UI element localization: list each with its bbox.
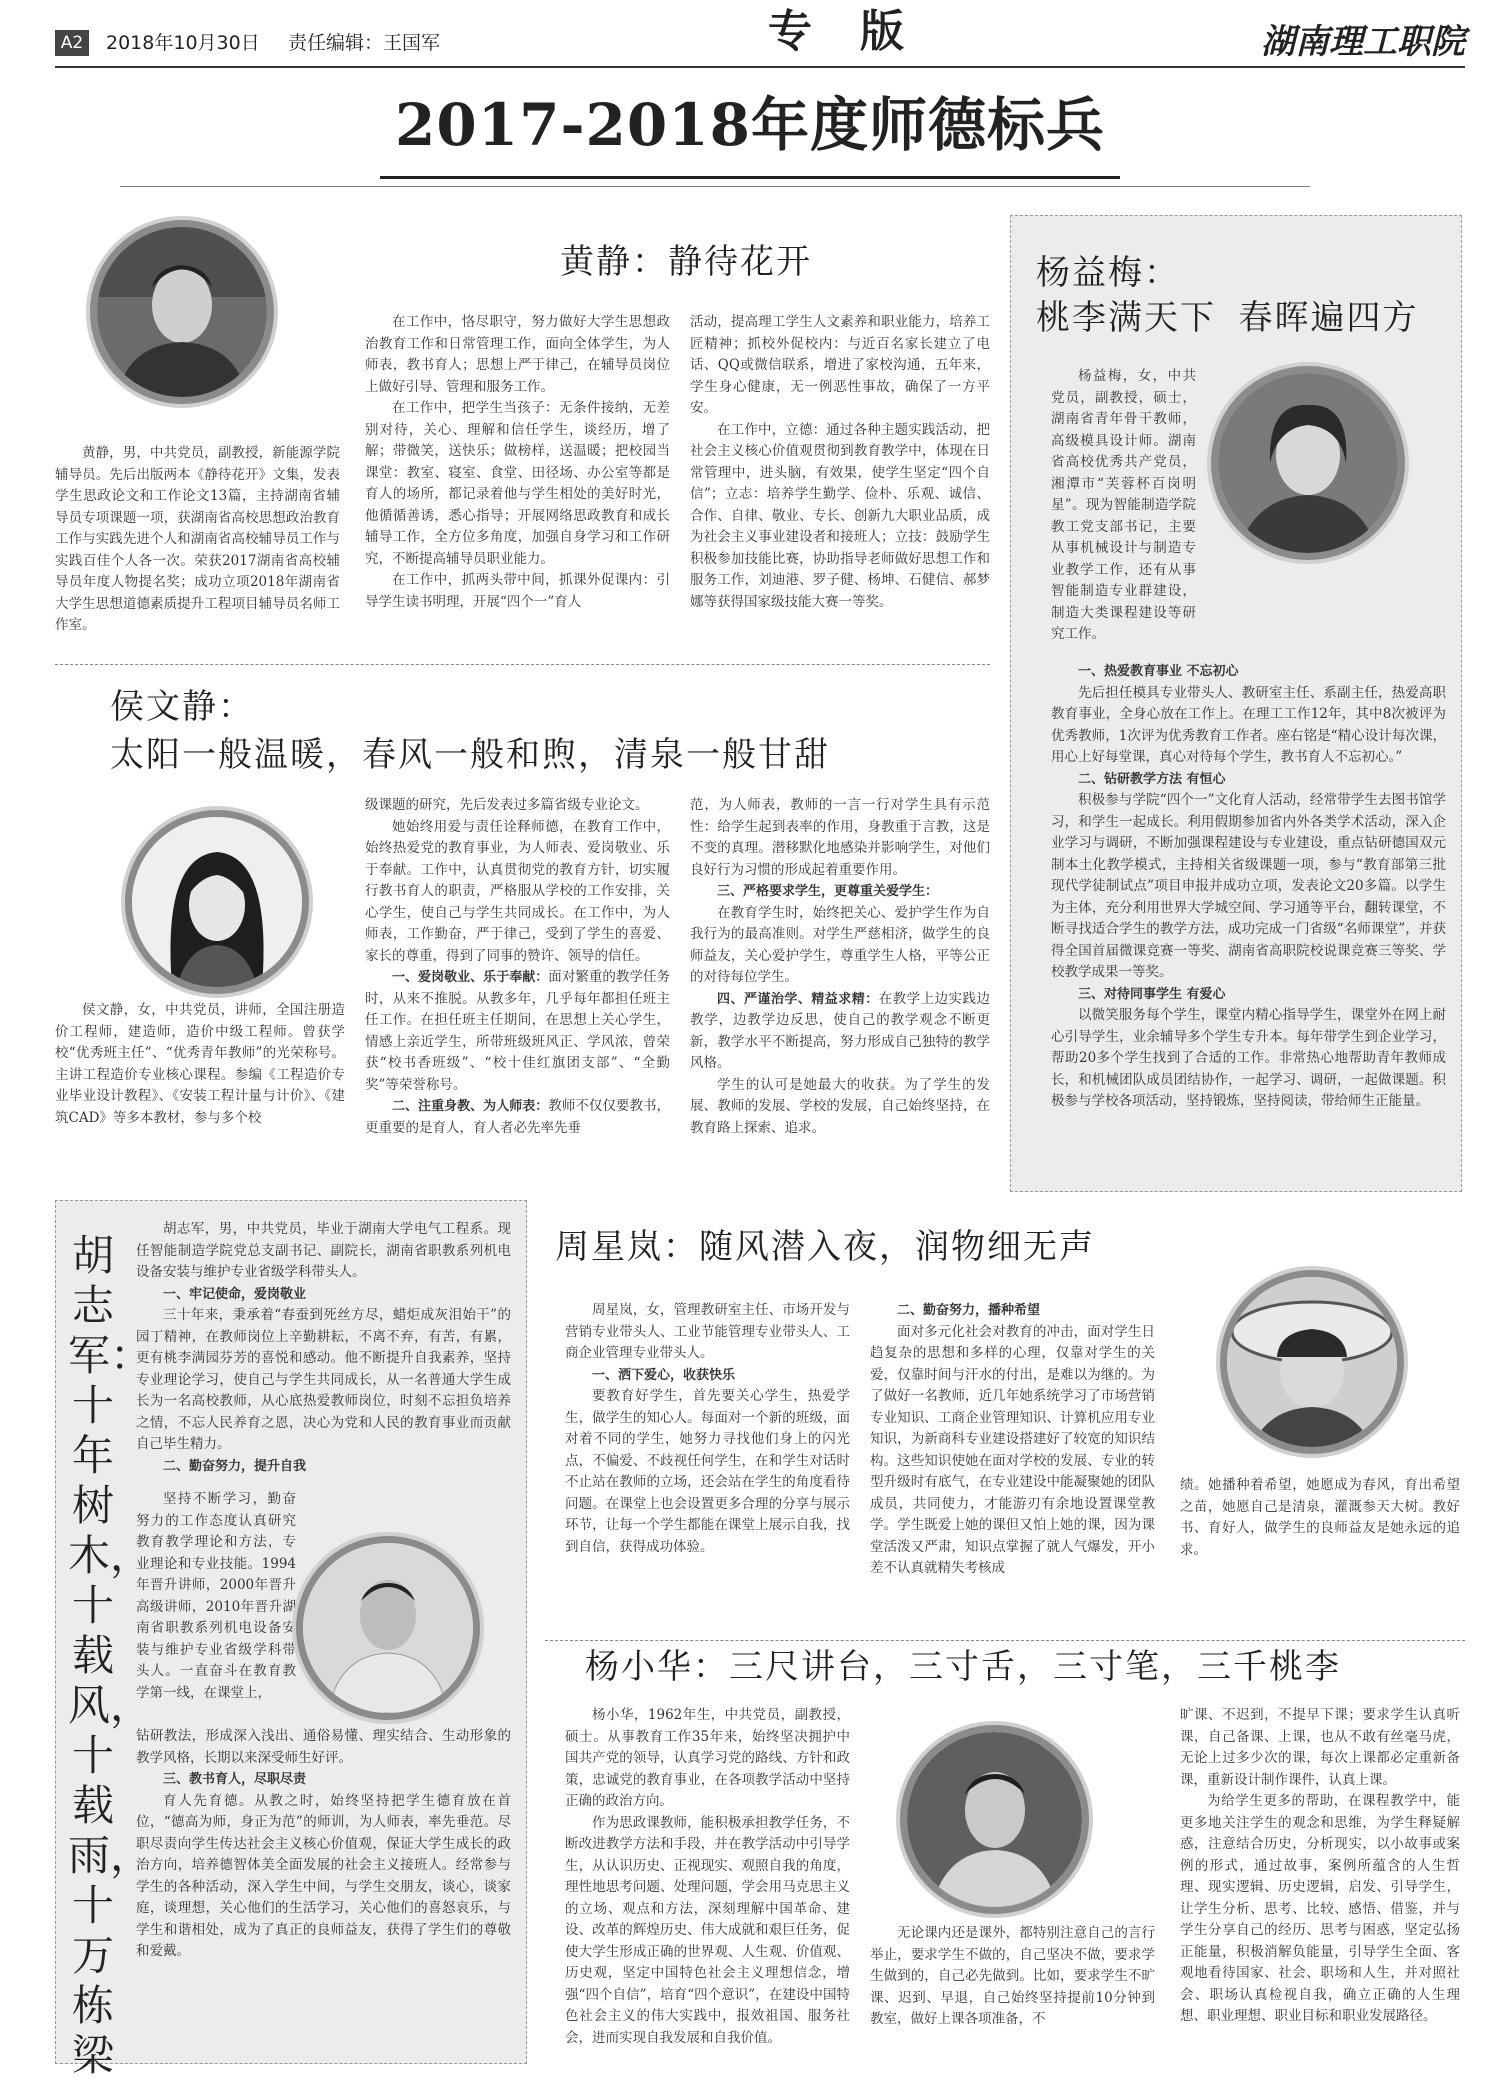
subhead-huzhijun-3: 三、教书育人，尽职尽责 bbox=[163, 1772, 307, 1787]
portrait-yangyimei bbox=[1211, 366, 1405, 560]
article-yangxiaohua bbox=[540, 1645, 1465, 2070]
subhead-huzhijun-2: 二、勤奋努力，提升自我 bbox=[163, 1458, 307, 1474]
para-houwenjing-6: 在教育学生时，始终把关心、爱护学生作为自我行为的最高准则。对学生严慈相济，做学生的良师益友，关心爱护学生，尊重学生人格，平等公正的对待每位学生。 bbox=[690, 904, 990, 985]
bio-yangyimei: 杨益梅，女，中共党员，副教授，硕士，湖南省青年骨干教师，高级模具设计师。湖南省高校优秀共产党员，湘潭市“芙蓉杯百岗明星”。现为智能制造学院教工党支部书记，主要从事机械设计与制造专业教学工作，还有从事智能制造专业群建设，制造大类课程建设等研究工作。 bbox=[1051, 368, 1196, 642]
page-number: A2 bbox=[55, 30, 89, 56]
bio-huangjing: 黄静，男，中共党员，副教授，新能源学院辅导员。先后出版两本《静待花开》文集，发表学生思政论文和工作论文13篇，主持湖南省辅导员专项课题一项，获湖南省高校思想政治教育工作与实践先进个人和湖南省高校辅导员工作与实践百佳个人各一次。荣获2017湖南省高校辅导员年度人物提名奖；成功立项2018年湖南省大学生思想道德素质提升工程项目辅导员名师工作室。 bbox=[55, 445, 340, 633]
column-huangjing-2 bbox=[690, 312, 990, 613]
article-yangyimei bbox=[1010, 215, 1462, 1192]
subhead-yangyimei-3: 三、对待同事学生 有爱心 bbox=[1078, 986, 1226, 1002]
subhead-yangyimei-1: 一、热爱教育事业 不忘初心 bbox=[1078, 664, 1239, 679]
headline-houwenjing-line1: 侯文静： bbox=[110, 687, 254, 727]
para-yangxiaohua-3: 旷课、不迟到，不提早下课；要求学生认真听课，自己备课、上课，也从不敢有丝毫马虎，无论上过多少次的课，每次上课都必定重新备课，重新设计制作课件，认真上课。 bbox=[1180, 1707, 1460, 1788]
column-houwenjing-1 bbox=[365, 795, 670, 1139]
subhead-houwenjing-3: 三、严格要求学生，更尊重关爱学生： bbox=[717, 884, 939, 899]
subhead-yangyimei-2: 二、钻研教学方法 有恒心 bbox=[1078, 771, 1226, 787]
portrait-houwenjing-image bbox=[132, 817, 302, 987]
para-yangxiaohua-4: 为给学生更多的帮助，在课程教学中，能更多地关注学生的观念和思维，为学生释疑解惑，注意结合历史，分析现实，以小故事或案例的形式，通过故事，案例所蕴含的人生哲理、现实逻辑、历史逻辑，启发、引导学生，让学生分析、思考、比较、感悟、借鉴，并与学生分享自己的经历、思考与困惑，坚定弘扬正能量，积极消解负能量，引导学生全面、客观地看待国家、社会、职场和人生，并对照社会、职场认真检视自我，确立正确的人生理想、职业理想、职业目标和职业发展路径。 bbox=[1180, 1793, 1460, 2024]
issue-date: 2018年10月30日 bbox=[106, 32, 260, 54]
bio-zhouxinglan: 周星岚，女，管理教研室主任、市场开发与营销专业带头人、工业节能管理专业带头人、工商企业管理专业带头人。 bbox=[565, 1302, 850, 1361]
para-huzhijun-3: 育人先育德。从教之时，始终坚持把学生德育放在首位，“德高为师，身正为范”的师训，为人师表，率先垂范。尽职尽责向学生传达社会主义核心价值观，保证大学生成长的政治方向，培养德智体美全面发展的社会主义接班人。经常参与学生的各种活动，深入学生中间，与学生交朋友，谈心，谈家庭，谈理想，关心他们的生活学习，关心他们的喜怒哀乐，与学生和谐相处，成为了真正的良师益友，获得了学生们的尊敬和爱戴。 bbox=[136, 1792, 511, 1959]
page-title: 2017-2018年度师德标兵 bbox=[395, 91, 1105, 159]
portrait-huzhijun-image bbox=[303, 1543, 473, 1713]
column-huangjing-1 bbox=[365, 312, 670, 613]
portrait-yangxiaohua-image bbox=[907, 1732, 1082, 1907]
article-huzhijun bbox=[55, 1200, 527, 2080]
column-huzhijun-bottom bbox=[136, 1726, 511, 1963]
headline-yangyimei-line2: 桃李满天下 春晖遍四方 bbox=[1036, 298, 1419, 338]
article-houwenjing bbox=[55, 675, 995, 1195]
para-huangjing-3: 在工作中，抓两头带中间，抓课外促课内：引导学生读书明理，开展“四个一”育人 bbox=[365, 572, 670, 610]
headline-zhouxinglan: 周星岚：随风潜入夜，润物细无声 bbox=[555, 1227, 1095, 1267]
masthead bbox=[0, 0, 1500, 70]
portrait-yangyimei-image bbox=[1218, 373, 1398, 553]
para-huzhijun-1: 三十年来，秉承着“春蚕到死丝方尽，蜡炬成灰泪始干”的园丁精神，在教师岗位上辛勤耕耘，不离不弃，有苦，有累，更有桃李满园芬芳的喜悦和感动。他不断提升自我素养，坚持专业理论学习，使自己与学生共同成长，从一名普通大学生成长为一名高校教师，从心底热爱教师岗位，时刻不忘担负培养之情，不忘人民养育之恩，决心为党和人民的教育事业而贡献自己毕生精力。 bbox=[136, 1307, 511, 1452]
bio-houwenjing: 侯文静，女，中共党员，讲师，全国注册造价工程师，建造师，造价中级工程师。曾获学校“优秀班主任”、“优秀青年教师”的光荣称号。主讲工程造价专业核心课程。参编《工程造价专业毕业设计教程》、《安装工程计量与计价》、《建筑CAD》等多本教材，参与多个校 bbox=[55, 1002, 345, 1126]
column-yangxiaohua-1 bbox=[565, 1705, 850, 2049]
title-underline-thin bbox=[120, 186, 1310, 187]
para-houwenjing-4: 二、注重身教、为人师表：教师不仅仅要教书，更重要的是育人，育人者必先率先垂 bbox=[365, 1098, 670, 1136]
portrait-huangjing bbox=[90, 220, 274, 404]
headline-houwenjing-line2: 太阳一般温暖，春风一般和煦，清泉一般甘甜 bbox=[110, 735, 830, 775]
para-huangjing-5: 在工作中，立德：通过各种主题实践活动，把社会主义核心价值观贯彻到教育教学中，体现在日常管理中，进头脑，有效果，使学生坚定“四个自信”；立志：培养学生勤学、俭朴、乐观、诚信、合作、自律、敬业、专长、创新九大职业品质，成为社会主义事业建设者和接班人；立技：鼓励学生积极参加技能比赛，协助指导老师做好思想工作和服务工作，刘迪港、罗子健、杨坤、石健信、郝梦娜等获得国家级技能大赛一等奖。 bbox=[690, 421, 990, 610]
headline-huangjing: 黄静：静待花开 bbox=[560, 242, 812, 282]
para-houwenjing-1: 级课题的研究，先后发表过多篇省级专业论文。 bbox=[365, 797, 649, 813]
para-huangjing-1: 在工作中，恪尽职守，努力做好大学生思想政治教育工作和日常管理工作，面向全体学生，为人师表，教书育人；思想上严于律己，在辅导员岗位上做好引导、管理和服务工作。 bbox=[365, 314, 670, 395]
portrait-huzhijun bbox=[296, 1536, 480, 1720]
para-yangxiaohua-2: 无论课内还是课外，都特别注意自己的言行举止，要求学生不做的，自己坚决不做，要求学生做到的，自己必先做到。比如，要求学生不旷课、迟到、早退，自己始终坚持提前10分钟到教室，做好上课各项准备，不 bbox=[870, 1925, 1155, 2027]
editor-credit: 责任编辑：王国军 bbox=[288, 32, 441, 54]
para-yangyimei-3: 以微笑服务每个学生，课堂内精心指导学生，课堂外在网上耐心引导学生，业余辅导多个学生专升本。每年带学生到企业学习，帮助20多个学生找到了合适的工作。非常热心地帮助青年教师成长，和机械团队成员团结协作，一起学习、调研，一起做课题。积极参与学校各项活动，坚持锻炼，坚持阅读，带给师生正能量。 bbox=[1051, 1007, 1446, 1109]
para-houwenjing-7: 四、严谨治学、精益求精：在教学上边实践边教学，边教学边反思，使自己的教学观念不断更新，教学水平不断提高，努力形成自己独特的教学风格。 bbox=[690, 990, 990, 1071]
para-houwenjing-3: 一、爱岗敬业、乐于奉献：面对繁重的教学任务时，从来不推脱。从教多年，几乎每年都担任班主任工作。在担任班主任期间，在思想上关心学生，情感上亲近学生，所带班级班风正、学风浓，曾荣获“校书香班级”、“校十佳红旗团支部”、“全勤奖”等荣誉称号。 bbox=[365, 969, 670, 1093]
column-zhouxinglan-2 bbox=[870, 1300, 1155, 1580]
para-yangxiaohua-1: 作为思政课教师，能积极承担教学任务，不断改进教学方法和手段，并在教学活动中引导学生，从认识历史、正视现实、观照自我的角度，理性地思考问题、处理问题，学会用马克思主义的立场、观点和方法，深刻理解中国革命、建设、改革的辉煌历史、伟大成就和艰巨任务，促使大学生形成正确的世界观、人生观、价值观、历史观，坚定中国特色社会主义理想信念，增强“四个自信”，培育“四个意识”，在建设中国特色社会主义的伟大实践中，报效祖国、服务社会，进而实现自我发展和自我价值。 bbox=[565, 1814, 850, 2046]
para-houwenjing-8: 学生的认可是她最大的收获。为了学生的发展、教师的发展、学校的发展，自己始终坚持，在教育路上探索、追求。 bbox=[690, 1076, 990, 1136]
newspaper-brand: 湖南理工职院 bbox=[1261, 22, 1465, 62]
portrait-houwenjing bbox=[125, 810, 309, 994]
para-huzhijun-2a: 坚持不断学习，勤奋努力的工作态度认真研究教育教学理论和方法，专业理论和专业技能。1994年晋升讲师，2000年晋升高级讲师，2010年晋升湖南省职教系列机电设备安装与维护专业省级学科带头人。一直奋斗在教育教学第一线，在课堂上， bbox=[136, 1491, 296, 1701]
headline-yangyimei-line1: 杨益梅： bbox=[1036, 253, 1180, 293]
portrait-zhouxinglan bbox=[1220, 1270, 1404, 1454]
para-houwenjing-5: 范，为人师表，教师的一言一行对学生具有示范性：给学生起到表率的作用，身教重于言教，这是不变的真理。潜移默化地感染并影响学生，对他们良好行为习惯的形成起着重要作用。 bbox=[690, 797, 990, 878]
para-houwenjing-2: 她始终用爱与责任诠释师德，在教育工作中，始终热爱党的教育事业，为人师表、爱岗敬业、乐于奉献。工作中，认真贯彻党的教育方针，切实履行教书育人的职责，严格服从学校的工作安排，关心学生，使自己与学生共同成长。在工作中，为人师表，工作勤奋，严于律己，受到了学生的喜爱、家长的尊重，得到了同事的赞许、领导的信任。 bbox=[365, 818, 670, 964]
para-zhouxinglan-2: 面对多元化社会对教育的冲击，面对学生日趋复杂的思想和多样的心理，仅靠对学生的关爱，仅靠时间与汗水的付出，是难以为继的。为了做好一名教师，近几年她系统学习了市场营销专业知识、工商企业管理知识、计算机应用专业知识，为新商科专业建设搭建好了较宽的知识结构。这些知识使她在面对学校的发展、专业的转型升级时有底气，在专业建设中能凝聚她的团队成员，共同使力，才能游刃有余地设置课堂教学。学生既爱上她的课但又怕上她的课，因为课堂活泼又严肃，知识点掌握了就人气爆发，开小差不认真就精失考核成 bbox=[870, 1323, 1155, 1576]
para-huzhijun-2b: 钻研教法，形成深入浅出、通俗易懂、理实结合、生动形象的教学风格，长期以来深受师生好评。 bbox=[136, 1728, 511, 1766]
para-yangyimei-1: 先后担任模具专业带头人、教研室主任、系副主任，热爱高职教育事业，全身心放在工作上。在理工工作12年，其中8次被评为优秀教师，1次评为优秀教育工作者。座右铭是“精心设计每次课，用心上好每堂课，真心对待每个学生，教书育人不忘初心。” bbox=[1051, 684, 1446, 765]
portrait-huangjing-image bbox=[97, 227, 267, 397]
headline-yangxiaohua: 杨小华：三尺讲台，三寸舌，三寸笔，三千桃李 bbox=[585, 1647, 1341, 1687]
column-yangyimei bbox=[1051, 661, 1446, 1113]
subhead-huzhijun-1: 一、牢记使命，爱岗敬业 bbox=[163, 1286, 307, 1302]
column-houwenjing-2 bbox=[690, 795, 990, 1139]
column-yangxiaohua-3 bbox=[1180, 1705, 1460, 2028]
headline-huzhijun: 胡志军：十年树木，十载风，十载雨，十万栋梁 bbox=[68, 1231, 153, 2080]
para-zhouxinglan-3: 绩。她播种着希望，她愿成为春风，育出希望之苗，她愿自己是清泉，灌溉参天大树。教好书、育好人，做学生的良师益友是她永远的追求。 bbox=[1180, 1477, 1460, 1558]
portrait-yangxiaohua bbox=[900, 1725, 1089, 1914]
divider bbox=[55, 664, 990, 665]
bio-yangxiaohua: 杨小华，1962年生，中共党员，副教授，硕士。从事教育工作35年来，始终坚决拥护中国共产党的领导，认真学习党的路线、方针和政策，忠诚党的教育事业，在各项教学活动中坚持正确的政治方向。 bbox=[565, 1707, 850, 1809]
column-huzhijun-top bbox=[136, 1219, 511, 1477]
para-huangjing-2: 在工作中，把学生当孩子：无条件接纳，无差别对待，关心、理解和信任学生，谈经历，增了解；带微笑，送快乐；做榜样，送温暖；把校园当课堂：教室、寝室、食堂、田径场、办公室等都是育人的场所，都记录着他与学生相处的美好时光，他循循善诱，悉心指导；开展网络思政教育和成长辅导工作，全方位多角度，加强自身学习和工作研究，不断提高辅导员职业能力。 bbox=[365, 400, 670, 567]
para-zhouxinglan-1: 要教育好学生，首先要关心学生，热爱学生，做学生的知心人。每面对一个新的班级，面对着不同的学生，她努力寻找他们身上的闪光点，不偏爱、不歧视任何学生，在和学生对话时不止站在教师的立场，还会站在学生的角度看待问题。在课堂上也会设置更多合理的分享与展示环节，让每一个学生都能在课堂上展示自我，找到自信，获得成功体验。 bbox=[565, 1388, 850, 1555]
subhead-zhouxinglan-2: 二、勤奋努力，播种希望 bbox=[897, 1303, 1041, 1318]
article-huangjing bbox=[55, 200, 995, 655]
column-zhouxinglan-1 bbox=[565, 1300, 850, 1558]
masthead-rule bbox=[55, 66, 1465, 68]
article-zhouxinglan bbox=[540, 1200, 1465, 1640]
portrait-zhouxinglan-image bbox=[1227, 1277, 1397, 1447]
para-huangjing-4: 活动，提高理工学生人文素养和职业能力，培养工匠精神；抓校外促校内：与近百名家长建立了电话、QQ或微信联系，增进了家校沟通，五年来，学生身心健康，无一例恶性事故，确保了一方平安。 bbox=[690, 314, 990, 416]
para-yangyimei-2: 积极参与学院“四个一”文化育人活动，经常带学生去图书馆学习，和学生一起成长。利用假期参加省内外各类学术活动，深入企业学习与调研，不断加强课程建设与专业建设，重点钻研德国双元制本土化教学模式，主持相关省级课题一项，参与“教育部第三批现代学徒制试点”项目申报并成功立项，发表论文20多篇。以学生为主体，充分利用世界大学城空间、学习通等平台，翻转课堂，不断寻找适合学生的教学方法，成功完成一门省级“名师课堂”，并获得全国首届微课竞赛一等奖、湖南省高职院校说课竞赛三等奖、学校教学成果一等奖。 bbox=[1051, 792, 1446, 980]
bio-huzhijun: 胡志军，男，中共党员，毕业于湖南大学电气工程系。现任智能制造学院党总支副书记、副院长，湖南省职教系列机电设备安装与维护专业省级学科带头人。 bbox=[136, 1221, 511, 1280]
subhead-zhouxinglan-1: 一、洒下爱心，收获快乐 bbox=[592, 1367, 736, 1383]
section-title: 专版 bbox=[768, 6, 952, 57]
divider bbox=[545, 1640, 1465, 1641]
title-underline bbox=[380, 176, 1120, 179]
